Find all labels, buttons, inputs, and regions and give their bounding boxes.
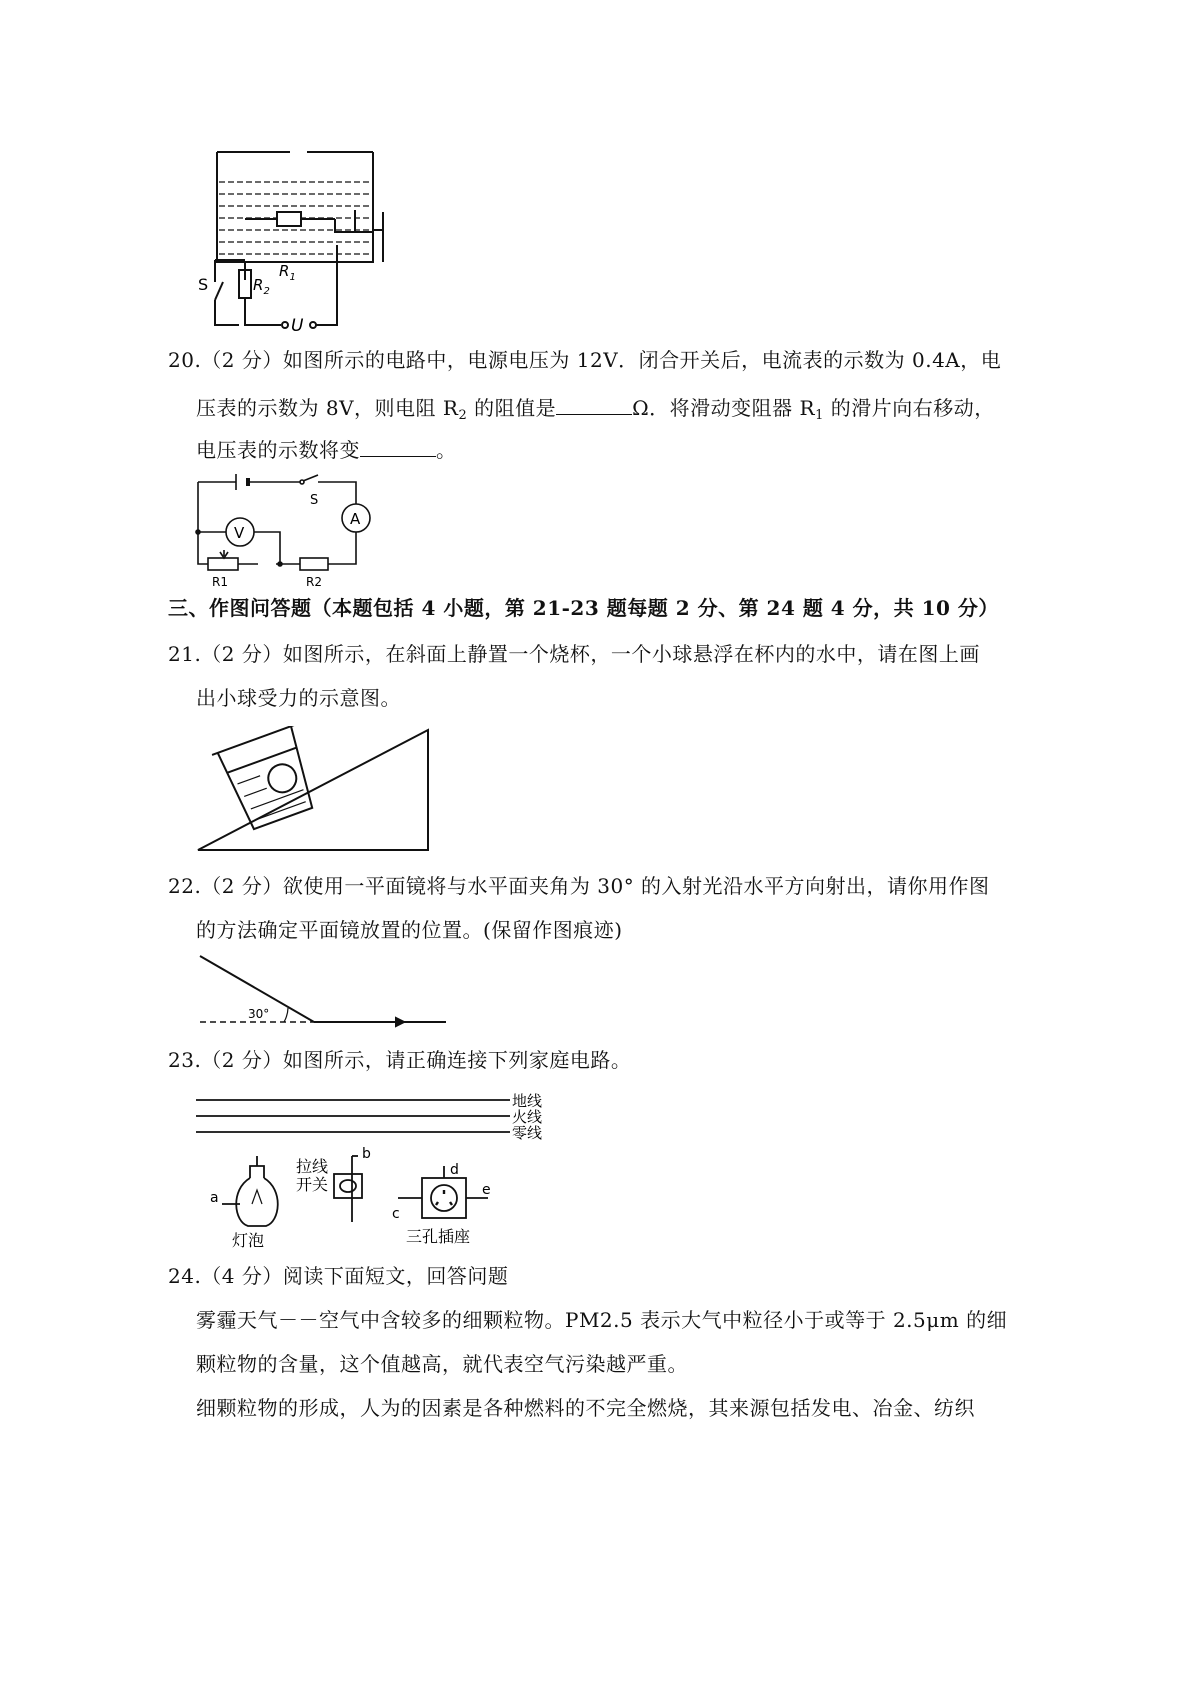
switch-label-line2: 开关: [296, 1175, 329, 1194]
live-wire-label: 火线: [512, 1108, 543, 1126]
q20-r2-label: R2: [306, 575, 322, 589]
beaker-incline-figure: [192, 726, 442, 856]
r2-label: $R_2$: [253, 276, 270, 297]
point-c-label: c: [392, 1206, 400, 1222]
ammeter-label: A: [350, 510, 361, 528]
r1-label: $R_1$: [279, 262, 296, 283]
q22-line1: 22.（2 分）欲使用一平面镜将与水平面夹角为 30° 的入射光沿水平方向射出，请你用作图: [168, 874, 990, 898]
q20-switch-label: S: [310, 493, 319, 508]
q23-line1: 23.（2 分）如图所示，请正确连接下列家庭电路。: [168, 1048, 632, 1072]
angle-label: 30°: [248, 1007, 270, 1021]
q22-line2: 的方法确定平面镜放置的位置。(保留作图痕迹): [196, 918, 623, 942]
switch-label-line1: 拉线: [296, 1157, 329, 1176]
neutral-wire-label: 零线: [512, 1124, 543, 1142]
q21-line2: 出小球受力的示意图。: [196, 686, 401, 710]
section3-heading: 三、作图问答题（本题包括 4 小题，第 21-23 题每题 2 分、第 24 题 4 分，共 10 分）: [168, 596, 999, 620]
q20-line1: 20.（2 分）如图所示的电路中，电源电压为 12V．闭合开关后，电流表的示数为 0.4A，电: [168, 348, 1002, 372]
voltmeter-label: V: [234, 524, 245, 542]
q20-blank-2[interactable]: [360, 438, 436, 457]
q24-p1a: 雾霾天气－－空气中含较多的细颗粒物。PM2.5 表示大气中粒径小于或等于 2.5μm 的细: [196, 1308, 1008, 1332]
socket-label: 三孔插座: [406, 1227, 471, 1246]
q24-p2a: 细颗粒物的形成，人为的因素是各种燃料的不完全燃烧，其来源包括发电、冶金、纺织: [196, 1396, 975, 1420]
q20-blank-1[interactable]: [556, 396, 632, 415]
point-a-label: a: [210, 1190, 219, 1206]
q20-line3: 电压表的示数将变 。: [196, 438, 457, 462]
point-d-label: d: [450, 1162, 459, 1178]
q24-line1: 24.（4 分）阅读下面短文，回答问题: [168, 1264, 509, 1288]
q21-line1: 21.（2 分）如图所示，在斜面上静置一个烧杯，一个小球悬浮在杯内的水中，请在图上画: [168, 642, 980, 666]
q20-r1-label: R1: [212, 575, 228, 589]
q24-p1b: 颗粒物的含量，这个值越高，就代表空气污染越严重。: [196, 1352, 688, 1376]
tank-circuit-figure: [195, 150, 435, 360]
switch-s-label: S: [198, 275, 209, 294]
voltage-u-label: U: [291, 316, 304, 336]
light-ray-figure: [192, 950, 452, 1030]
bulb-label: 灯泡: [232, 1231, 265, 1248]
point-b-label: b: [362, 1146, 371, 1162]
q20-circuit-figure: [190, 470, 380, 590]
q20-line2: 压表的示数为 8V，则电阻 $R_2$ 的阻值是 Ω．将滑动变阻器 $R_1$ 的滑片向右移动，: [196, 396, 995, 423]
household-circuit-figure: [192, 1086, 562, 1248]
ground-wire-label: 地线: [512, 1092, 543, 1110]
point-e-label: e: [482, 1182, 491, 1198]
